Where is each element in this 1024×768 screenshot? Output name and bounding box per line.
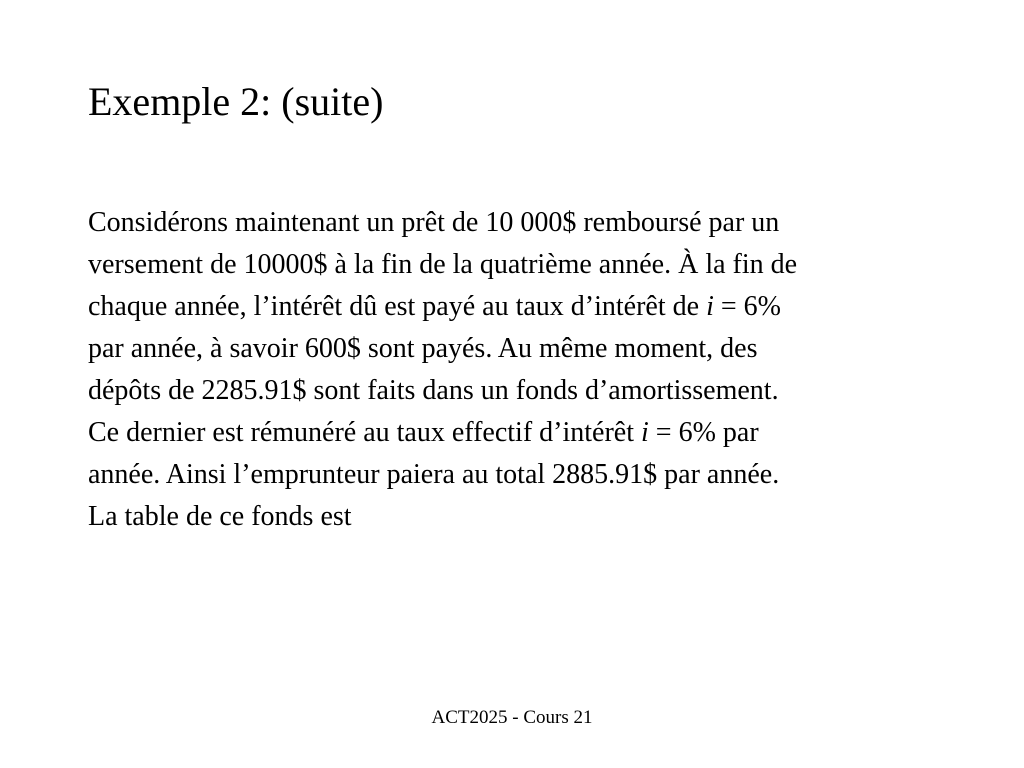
interest-rate-variable: i	[641, 417, 649, 448]
body-line-6	[88, 412, 988, 454]
interest-rate-variable: i	[706, 291, 714, 322]
body-line-2: versement de 10000$ à la fin de la quatrième année. À la fin de	[88, 249, 798, 280]
body-line-3-text: chaque année, l’intérêt dû est payé au taux d’intérêt de	[88, 291, 707, 322]
body-line-3-rate: = 6%	[713, 291, 781, 322]
slide-body	[88, 202, 988, 538]
body-line-4: par année, à savoir 600$ sont payés. Au même moment, des	[88, 333, 758, 364]
body-line-6-text: Ce dernier est rémunéré au taux effectif d’intérêt	[88, 417, 641, 448]
body-line-8: La table de ce fonds est	[88, 501, 352, 532]
body-line-3	[88, 286, 988, 328]
body-line-6-rate: = 6% par	[648, 417, 759, 448]
slide-footer: ACT2025 - Cours 21	[431, 707, 593, 728]
body-line-7: année. Ainsi l’emprunteur paiera au total 2885.91$ par année.	[88, 459, 780, 490]
body-line-1: Considérons maintenant un prêt de 10 000$ remboursé par un	[88, 207, 780, 238]
slide-title: Exemple 2: (suite)	[88, 79, 384, 124]
body-line-5: dépôts de 2285.91$ sont faits dans un fonds d’amortissement.	[88, 375, 779, 406]
